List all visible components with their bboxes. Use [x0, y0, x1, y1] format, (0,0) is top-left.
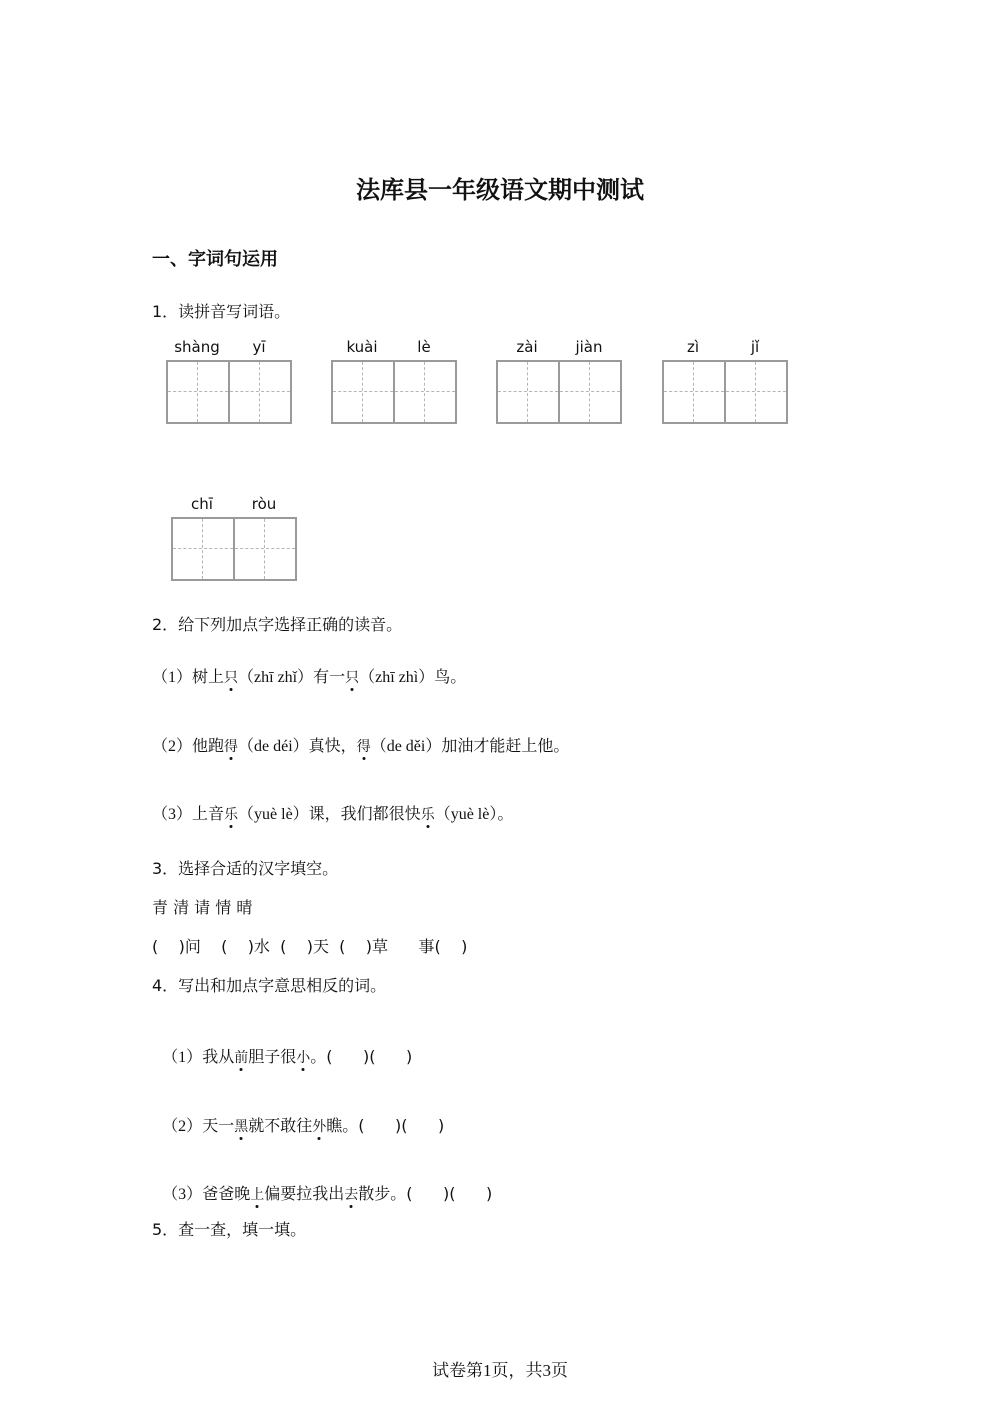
dotted-char: 只	[345, 667, 359, 687]
pinyin: zài	[516, 338, 538, 356]
pinyin: yī	[252, 338, 266, 356]
question-1-label: 1．读拼音写词语。	[152, 302, 291, 321]
dotted-char: 小	[296, 1047, 310, 1067]
pinyin-grid-2	[331, 338, 457, 424]
pinyin-grid-4	[662, 338, 788, 424]
dotted-char: 得	[224, 736, 238, 756]
dotted-char: 黑	[234, 1116, 248, 1136]
dotted-char: 得	[357, 736, 371, 756]
character-options: 青 清 请 情 晴	[152, 898, 253, 917]
dotted-char: 前	[234, 1047, 248, 1067]
page-title: 法库县一年级语文期中测试	[356, 176, 644, 204]
dotted-char: 上	[250, 1184, 264, 1204]
question-2-item-3: （3）上音乐（yuè lè）课，我们都很快乐（yuè lè）。	[152, 804, 514, 823]
pinyin: ròu	[251, 495, 277, 513]
question-4-item-2: （2）天一黑就不敢往外瞧。( )( )	[162, 1116, 445, 1135]
writing-box[interactable]	[724, 362, 786, 422]
pinyin: kuài	[346, 338, 378, 356]
question-4-label: 4．写出和加点字意思相反的词。	[152, 976, 387, 995]
writing-box[interactable]	[498, 362, 558, 422]
pinyin: zì	[686, 338, 700, 356]
writing-box[interactable]	[393, 362, 455, 422]
pinyin: lè	[417, 338, 431, 356]
writing-box[interactable]	[333, 362, 393, 422]
page-footer: 试卷第1页，共3页	[432, 1361, 568, 1380]
question-3-label: 3．选择合适的汉字填空。	[152, 859, 339, 878]
dotted-char: 外	[312, 1116, 326, 1136]
question-4-item-1: （1）我从前胆子很小。( )( )	[162, 1047, 413, 1066]
section-heading: 一、字词句运用	[152, 249, 278, 270]
pinyin-grid-3	[496, 338, 622, 424]
question-2-label: 2．给下列加点字选择正确的读音。	[152, 615, 403, 634]
dotted-char: 只	[224, 667, 238, 687]
dotted-char: 乐	[421, 804, 435, 824]
pinyin-grid-1	[166, 338, 292, 424]
question-2-item-2: （2）他跑得（de déi）真快，得（de děi）加油才能赶上他。	[152, 736, 570, 755]
writing-box[interactable]	[233, 519, 295, 579]
question-4-item-3: （3）爸爸晚上偏要拉我出去散步。( )( )	[162, 1184, 493, 1203]
pinyin: jǐ	[750, 338, 760, 356]
question-2-item-1: （1）树上只（zhī zhǐ）有一只（zhī zhì）鸟。	[152, 667, 467, 686]
pinyin: jiàn	[575, 338, 603, 356]
writing-box[interactable]	[173, 519, 233, 579]
pinyin-grid-5	[171, 495, 297, 581]
fill-blanks: ( )问 ( )水 ( )天 ( )草 事( )	[152, 937, 468, 956]
dotted-char: 乐	[224, 804, 238, 824]
writing-box[interactable]	[558, 362, 620, 422]
dotted-char: 去	[344, 1184, 358, 1204]
writing-box[interactable]	[168, 362, 228, 422]
pinyin: shàng	[174, 338, 220, 356]
pinyin: chī	[191, 495, 213, 513]
writing-box[interactable]	[664, 362, 724, 422]
question-5-label: 5．查一查，填一填。	[152, 1220, 307, 1239]
writing-box[interactable]	[228, 362, 290, 422]
